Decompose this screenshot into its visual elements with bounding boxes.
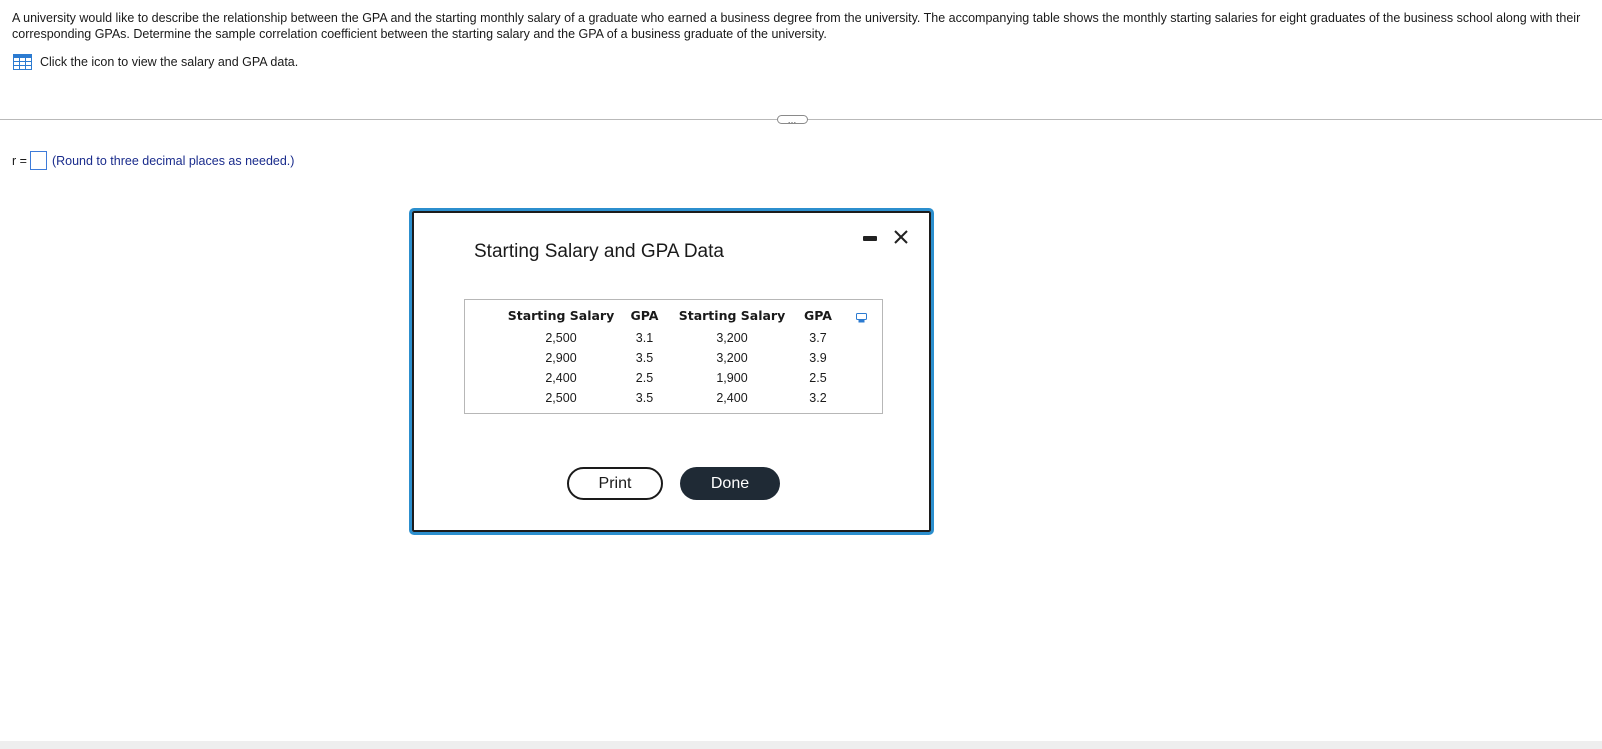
table-cell: 3.5	[635, 391, 654, 405]
table-header-row	[505, 306, 844, 328]
table-cell: 2,900	[545, 351, 577, 365]
table-cell: 2,500	[545, 331, 577, 345]
table-cell: 3.2	[809, 391, 827, 405]
table-cell: 2.5	[809, 371, 827, 385]
table-cell: 3,200	[716, 331, 748, 345]
table-cell: 2,400	[545, 371, 577, 385]
answer-row	[12, 151, 294, 170]
table-row	[505, 368, 844, 388]
column-header: Starting Salary	[678, 307, 786, 323]
table-cell: 3,200	[716, 351, 748, 365]
close-icon[interactable]	[893, 229, 909, 245]
table-row	[505, 348, 844, 368]
answer-input[interactable]	[30, 151, 47, 170]
table-cell: 2,400	[716, 391, 748, 405]
answer-label: r =	[12, 153, 27, 168]
dialog-title: Starting Salary and GPA Data	[474, 241, 724, 262]
column-header: GPA	[630, 307, 659, 323]
window-controls	[863, 229, 909, 245]
question-text: A university would like to describe the relationship between the GPA and the starting monthly salary of a graduate who earned a business degree from the university. The accompanying table shows the monthly starting salaries for eight graduates of the business school along with their corresponding GPAs. Determine the sample correlation coefficient between the starting salary and the GPA of a business graduate of the university.	[12, 11, 1581, 41]
data-table-container	[464, 299, 883, 414]
view-data-link[interactable]	[13, 54, 298, 70]
print-button[interactable]: Print	[567, 467, 663, 500]
table-cell: 1,900	[716, 371, 748, 385]
table-cell: 3.7	[809, 331, 827, 345]
table-cell: 2,500	[545, 391, 577, 405]
table-row	[505, 388, 844, 408]
dialog-body	[414, 213, 929, 530]
minimize-icon[interactable]	[863, 236, 877, 241]
view-data-label[interactable]: Click the icon to view the salary and GPA data.	[40, 55, 299, 69]
copy-icon[interactable]	[856, 313, 868, 323]
column-header: GPA	[804, 307, 832, 323]
bottom-bar	[0, 741, 1602, 749]
rounding-hint: (Round to three decimal places as needed.)	[51, 153, 295, 168]
done-button[interactable]: Done	[680, 467, 780, 500]
table-cell: 3.1	[635, 331, 654, 345]
table-cell: 2.5	[635, 371, 654, 385]
expand-more-button[interactable]: …	[777, 115, 808, 124]
table-icon[interactable]	[13, 54, 32, 70]
table-cell: 3.9	[809, 351, 827, 365]
table-cell: 3.5	[635, 351, 654, 365]
column-header: Starting Salary	[507, 307, 615, 323]
salary-gpa-table	[505, 306, 844, 408]
table-row	[505, 328, 844, 348]
data-dialog	[409, 208, 934, 535]
